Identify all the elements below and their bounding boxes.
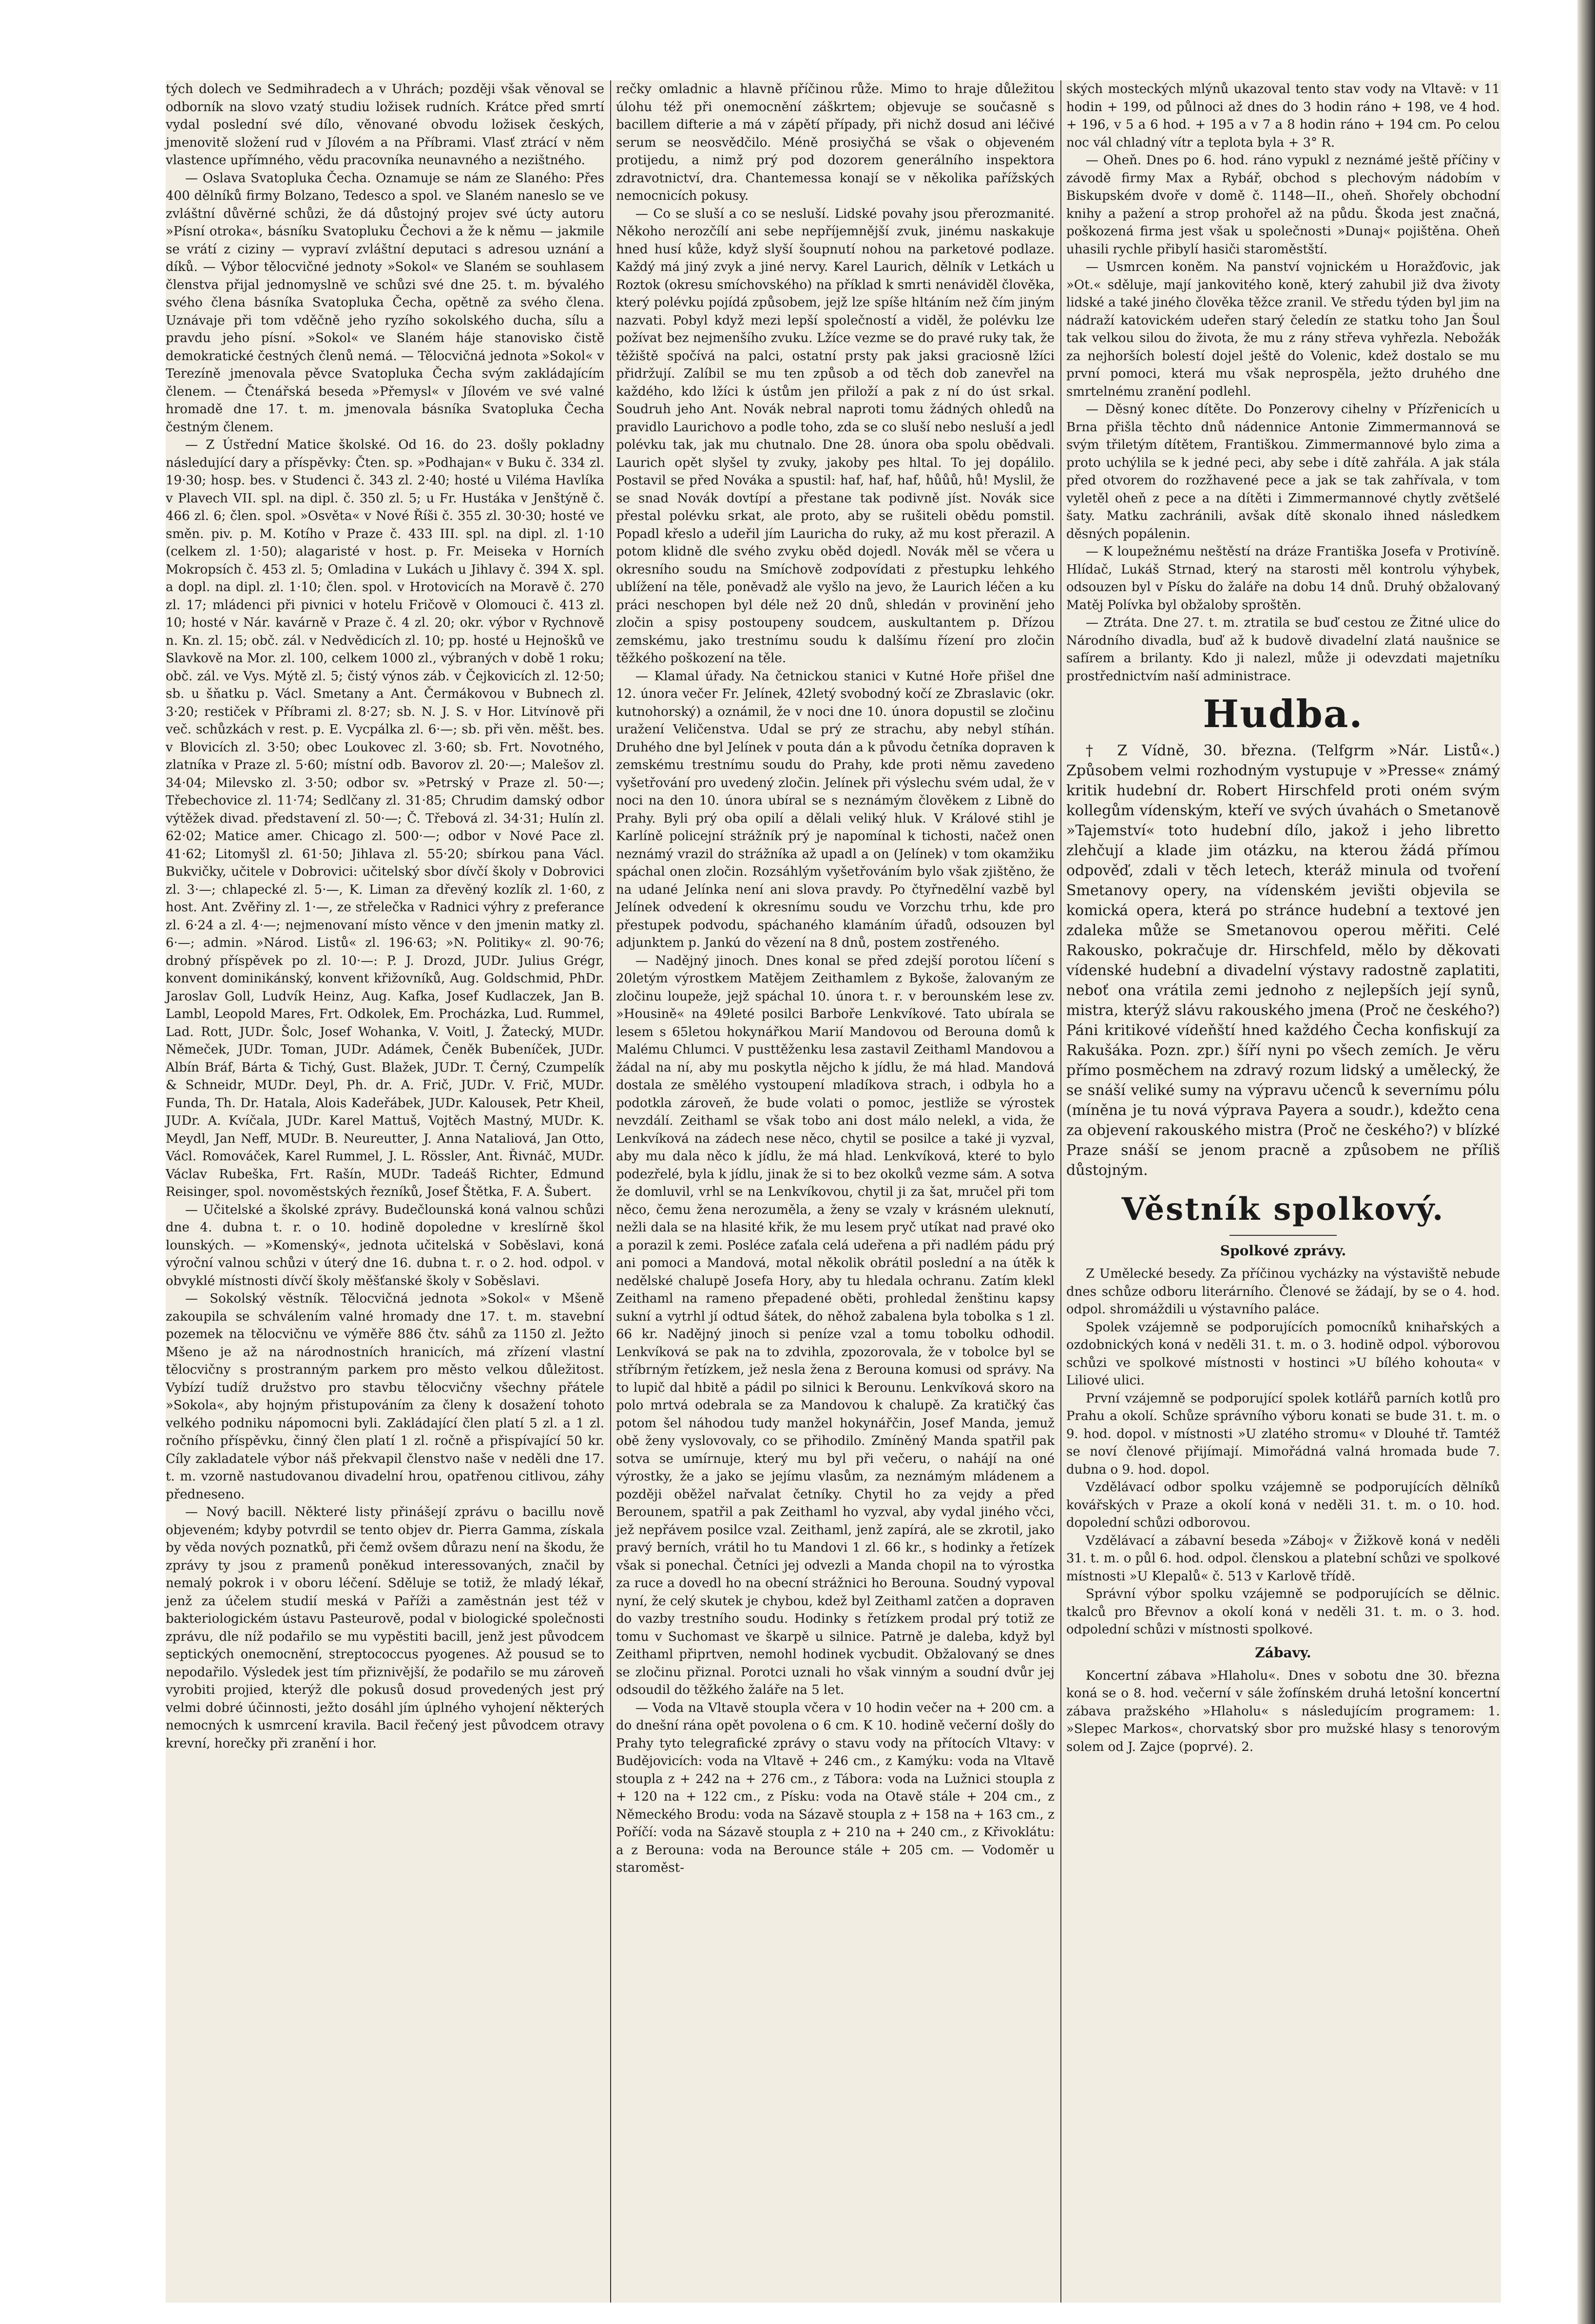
- article-matice-skolska: — Z Ústřední Matice školské. Od 16. do 23. došly pokladny následující dary a příspěvky: Čten. sp. »Podhajan« v Buku č. 334 zl. 19·30; hosp. bes. v Studenci č. 343 zl. 2·40; hosté u Viléma Havlíka v Plavech VII. spl. na dipl. č. 350 zl. 5; u Fr. Hustáka v Jenštýně č. 466 zl. 6; člen. spol. »Osvěta« v Nové Říši č. 355 zl. 30·30; hosté ve směn. piv. p. M. Kotího v Praze č. 433 III. spl. na dipl. zl. 1·10 (celkem zl. 1·50); alagaristé v host. p. Fr. Meiseka v Horních Mokropsích č. 453 zl. 5; Omladina v Lukách u Jihlavy č. 394 X. spl. a dopl. na dipl. zl. 1·10; člen. spol. v Hrotovicích na Moravě č. 270 zl. 17; mládenci při pivnici v hotelu Fričově v Olomouci č. 413 zl. 10; hosté v Nár. kavárně v Praze č. 4 zl. 20; okr. výbor v Rychnově n. Kn. zl. 15; obč. zál. v Nedvědicích zl. 10; pp. hosté u Hejnošků ve Slavkově na Mor. zl. 100, celkem 1000 zl., výbraných v době 1 roku; obč. zál. ve Vys. Mýtě zl. 5; čistý výnos záb. v Čejkovicích zl. 12·50; sb. u šňatku p. Václ. Smetany a Ant. Čermákovou v Bubnech zl. 3·20; restiček v Příbrami zl. 8·27; sb. N. J. S. v Hor. Litvínově při več. schůzkách v rest. p. E. Vycpálka zl. 6·—; sb. při věn. měšt. bes. v Blovicích zl. 3·50; obec Loukovec zl. 3·60; sb. Frt. Novotného, zlatníka v Praze zl. 5·60; místní odb. Bavorov zl. 20·—; Malešov zl. 34·04; Milevsko zl. 3·50; odbor sv. »Petrský v Praze zl. 50·—; Třebechovice zl. 11·74; Sedlčany zl. 31·85; Chrudim damský odbor výtěžek divad. představení zl. 50·—; Č. Třebová zl. 34·31; Hulín zl. 62·02; Matice amer. Chicago zl. 500·—; odbor v Nové Pace zl. 41·62; Litomyšl zl. 61·50; Jihlava zl. 55·20; sbírkou pana Václ. Bukvičky, učitele v Dobrovici: učitelský sbor dívčí školy v Dobrovici zl. 3·—; chlapecké zl. 5·—, K. Liman za dřevěný kozlík zl. 1·60, z host. Ant. Zvěřiny zl. 1·—, ze střelečka v Radnici výhry z preferance zl. 6·24 a zl. 4·—; nejmenovaní místo věnce v den jmenin matky zl. 6·—; admin. »Národ. Listů« zl. 196·63; »N. Politiky« zl. 90·76; drobný příspěvek po zl. 10·—: P. J. Drozd, JUDr. Julius Grégr, konvent dominikánský, konvent křižovníků, Aug. Goldschmid, PhDr. Jaroslav Goll, Ludvík Heinz, Aug. Kafka, Josef Kudlaczek, Jan B. Lambl, Leopold Mares, Frt. Odkolek, Em. Procházka, Lud. Rummel, Lad. Rott, JUDr. Šolc, Josef Wohanka, V. Voitl, J. Žatecký, MUDr. Němeček, JUDr. Toman, JUDr. Adámek, Čeněk Bubeníček, JUDr. Albín Bráf, Bárta & Tichý, Gust. Blažek, JUDr. T. Černý, Czumpelík & Schneidr, MUDr. Deyl, Ph. dr. A. Frič, JUDr. V. Frič, MUDr. Funda, Th. Dr. Hatala, Alois Kadeřábek, JUDr. Kalousek, Petr Kheil, JUDr. A. Kvíčala, JUDr. Karel Mattuš, Vojtěch Mastný, MUDr. K. Meydl, Jan Neff, MUDr. B. Neureutter, J. Anna Nataliová, Jan Otto, Václ. Romováček, Karel Rummel, J. L. Rössler, Ant. Řivnáč, MUDr. Václav Rubeška, Frt. Rašín, MUDr. Tadeáš Richter, Edmund Reisinger, spol. novoměstských řezníků, Josef Štětka, F. A. Šubert.: [166, 438, 604, 1199]
- section-heading-hudba: Hudba.: [1203, 692, 1364, 736]
- article-co-se-slusi: — Co se sluší a co se nesluší. Lidské povahy jsou přerozmanité. Někoho nerozčílí ani sebe nepříjemnější zvuk, jinému naskakuje hned husí kůže, když slyší šoupnutí nohou na parketové podlaze. Každý má jiný zvyk a jiné nervy. Karel Laurich, dělník v Letkách u Roztok (okresu smíchovského) na příklad k smrti nenáviděl člověka, který polévku pojídá způsobem, jejž lze spíše hltáním než čím jiným nazvati. Pobyl když mezi lepší společností a viděl, že polévku lze požívat bez nejmenšího zvuku. Lžíce vezme se do pravé ruky tak, že těžiště spočívá na palci, ostatní prsty pak jaksi graciosně lžíci přidržují. Zalíbil se mu ten způsob a od těch dob zanevřel na každého, kdo lžíci k ústům jen přiloží a pak z ní do úst srkal. Soudruh jeho Ant. Novák nebral naproti tomu žádných ohledů na pravidlo Laurichovo a podle toho, zda se co sluší nebo nesluší a jedl polévku tak, jak mu chutnalo. Dne 28. února oba spolu obědvali. Laurich opět slyšel ty zvuky, jakoby pes hltal. To jej dopálilo. Postavil se před Nováka a spustil: haf, haf, haf, hůůů, hů! Myslil, že se snad Novák dovtípí a přestane tak podivně jíst. Novák sice přestal polévku srkat, ale proto, aby se rušiteli obědu pomstil. Popadl křeslo a udeřil jím Lauricha do ruky, až mu kost přerazil. A potom klidně dle svého zvyku oběd dojedl. Novák měl se včera u okresního soudu na Smíchově zodpovídati z přestupku lehkého ublížení na těle, poněvadž ale vyšlo na jevo, že Laurich léčen a ku práci neschopen byl déle než 20 dnů, shledán v provinění jeho zločin a spisy postoupeny soudcem, auskultantem p. Dřízou zemskému, jako trestnímu soudu k dalšímu řízení pro zločin těžkého poškození na těle.: [616, 206, 1055, 666]
- article-text: tých dolech ve Sedmihradech a v Uhrách; později však věnoval se odborník na slovo vzatý studiu ložisek rudních. Krátce před smrtí vydal poslední své dílo, věnované obvodu ložisek českých, jmenovitě složení rud v Jílovém a na Příbrami. Vlasť ztrácí v něm vlastence upřímného, vědu pracovníka neunavného a nezištného.: [166, 82, 604, 168]
- notice-kovari: Vzdělávací odbor spolku vzájemně se podporujících dělníků kovářských v Praze a okolí koná v neděli 31. t. m. o 10. hod. dopolední schůzi odborovou.: [1066, 1480, 1500, 1530]
- subheading-zabavy: Zábavy.: [1255, 1644, 1311, 1661]
- divider: [1230, 1235, 1337, 1236]
- notice-tkalci: Správní výbor spolku vzájemně se podporujících se dělnic. tkalců pro Břevnov a okolí koná v neděli 31. t. m. o 3. hod. odpolední schůzi v místnosti spolkové.: [1066, 1587, 1500, 1637]
- article-text: ských mosteckých mlýnů ukazoval tento stav vody na Vltavě: v 11 hodin + 199, od půlnoci až dnes do 3 hodin ráno + 198, ve 4 hod. + 196, v 5 a 6 hod. + 195 a v 7 a 8 hodin ráno + 194 cm. Po celou noc vál chladný vítr a teplota byla + 3° R.: [1066, 82, 1500, 150]
- newspaper-page: [166, 80, 1501, 2303]
- section-heading-vestnik-spolkovy: Věstník spolkový.: [1121, 1191, 1445, 1228]
- article-ztrata: — Ztráta. Dne 27. t. m. ztratila se buď cestou ze Žitné ulice do Národního divadla, buď až k budově divadelní zlatá naušnice se safírem a brilanty. Kdo ji nalezl, může ji odevzdati majetníku prostřednictvím naší administrace.: [1066, 615, 1500, 684]
- subheading-spolkove-zpravy: Spolkové zprávy.: [1220, 1243, 1346, 1259]
- article-usmrcen-konem: — Usmrcen koněm. Na panství vojnickém u Horažďovic, jak »Ot.« sděluje, mají jankovitého koně, který zahubil již dva životy lidské a také jiného člověka těžce zranil. Ve středu týden byl jim na nádraží katovickém udeřen starý čeledín ze statku toho Jan Šoul tak velkou silou do života, že mu z rány střeva vyhřezla. Nebožák za nejhorších bolestí dojel ještě do Volenic, kdež dostalo se mu první pomoci, která mu však neprospěla, ježto druhého dne smrtelnému zranění podlehl.: [1066, 260, 1500, 399]
- article-desny-konec: — Děsný konec dítěte. Do Ponzerovy cihelny v Přízřenicích u Brna přišla těchto dnů nádennice Antonie Zimmermannová se svým třiletým dítětem, Františkou. Zimmermannové bylo zima a proto uchýlila se k jedné peci, aby sebe i dítě zahřála. A jak stála před otvorem do rozžhavené pece a jak se tak zahřívala, v tom vyletěl oheň z pece a na dítěti i Zimmermannové chytly zvětšelé šaty. Matku zachránili, avšak dítě skonalo ihned následkem děsných popálenin.: [1066, 402, 1500, 541]
- article-z-vidne: † Z Vídně, 30. března. (Telfgrm »Nár. Listů«.) Způsobem velmi rozhodným vystupuje v »Presse« známý kritik hudební dr. Robert Hirschfeld proti oném svým kollegům vídenským, kteří ve svých úvahách o Smetanově »Tajemství« toto hudební dílo, jakož i jeho libretto zlehčují a klade jim otázku, na kterou žádá přímou odpověď, zdali v těch letech, kteráž minula od tvoření Smetanovy opery, na vídenském jevišti objevila se komická opera, která po stránce hudební a textové jen zdaleka může se Smetanovou operou měřiti. Celé Rakousko, pokračuje dr. Hirschfeld, mělo by děkovati vídenské hudební a divadelní výstavy radostně zaplatiti, neboť ona vrátila zemi jednoho z nejlepších její synů, mistra, kterýž slávu rakouského jmena (Proč ne českého?) Páni kritikové vídeňští hned každého Čecha konfiskují za Rakušáka. Pozn. zpr.) šíří nyni po všech zemích. Je věru přímo posměchem na zdravý rozum lidský a umělecký, že se snáší veliké sumy na výpravu učenců k severnímu pólu (míněna je tu nová výprava Payera a soudr.), kdežto cena za objevení rakouského mistra (Proč ne českého?) v blízké Praze snáší se jenom pracně a způsobem ne příliš důstojným.: [1066, 742, 1500, 1179]
- notice-zaboj: Vzdělávací a zábavní beseda »Záboj« v Žižkově koná v neděli 31. t. m. o půl 6. hod. odpol. členskou a platební schůzi ve spolkové místnosti »U Klepalů« č. 513 v Karlově třídě.: [1066, 1533, 1500, 1584]
- article-novy-bacill: — Nový bacill. Některé listy přinášejí zprávu o bacillu nově objeveném; kdyby potvrdil se tento objev dr. Pierra Gamma, získala by věda nových poznatků, při čemž ovšem důrazu není na škodu, že zprávy ty jsou z pramenů poněkud interessovaných, značil by nemalý pokrok i v oboru léčení. Sděluje se totiž, že mladý lékař, jenž za účelem studií meská v Paříži a zaměstnán jest též v bakteriologickém ústavu Pasteurově, podal v biologické společnosti zprávu, dle níž podařilo se mu vypěstiti bacill, jenž jest původcem septických onemocnění, streptococcus pyogenes. Až pousud se to nepodařilo. Výsledek jest tím přiznivější, že podařilo se mu zároveň vyrobiti projied, kterýž dle pokusů dosud provedených jest prý velmi dobré účinnosti, ježto dosáhl jím úplného vyhojení některých nemocných k usmrcení kravila. Bacil řečený jest původcem otravy krevní, horečky při zranění i hor.: [166, 1505, 604, 1751]
- article-ohen: — Oheň. Dnes po 6. hod. ráno vypukl z neznámé ještě příčiny v závodě firmy Max a Rybář, obchod s plechovým nádobím v Biskupském dvoře v domě č. 1148—II., oheň. Shořely obchodní knihy a pažení a strop prohořel až na půdu. Škoda jest značná, poškozená firma jest však u společnosti »Dunaj« pojištěna. Oheň uhasili rychle přibylí hasiči staroměstští.: [1066, 153, 1500, 257]
- article-nadejny-jinoch: — Nadějný jinoch. Dnes konal se před zdejší porotou líčení s 20letým výrostkem Matějem Zeithamlem z Bykoše, žalovaným ze zločinu loupeže, jejž spáchal 10. února t. r. v berounském lese zv. »Housině« na 49leté posilci Barboře Lenkvíkové. Tato ubírala se lesem s 65letou hokynářkou Marií Mandovou od Berouna domů k Malému Chlumci. V pusttěženku lesa zastavil Zeithaml Mandovou a žádal na ní, aby mu poskytla nějcho k jídlu, že má hlad. Mandová dostala ze smělého vystoupení mladíkova strach, i odbyla ho a podotkla zároveň, že bude volati o pomoc, jestliže se výrostek nevzdálí. Zeithaml se však tobo ani dost málo nelekl, a vida, že Lenkvíková na zádech nese něco, chytil se posilce a také ji vyzval, aby mu dala něco k jídlu, že má hlad. Lenkvíková, které to bylo podezřelé, byla k jídlu, jinak že si to bez okolků vezme sám. A sotva že domluvil, vrhl se na Lenkvíkovou, chytil ji za šat, mručel při tom něco, čemu žena nerozuměla, a ženy se vzaly v krásném uleknutí, nežli dala se na hlasité křik, že mu lesem pryč utíkat nad pravé oko a porazil k zemi. Posléce zaťala celá udeřena a při nadlém pádu prý ani pomoci a Mandová, motal několik obrátil poslední a na útěk k nedělské chalupě Josefa Hory, aby tu hledala ochranu. Zatím klekl Zeithaml na rameno přepadené oběti, prohledal ženštinu kapsy sukní a vytrhl jí odtud šátek, do něhož zabalena byla tobolka s 1 zl. 66 kr. Nadějný jinoch si peníze vzal a tomu tobolku odhodil. Lenkvíková se pak na to zdvihla, zpozorovala, že v tobolce byl se stříbrným řetízkem, jež nesla žena z Berouna komusi od správy. Na to lupič dal hbitě a pádil po silnici k Berounu. Lenkvíková skoro na polo mrtvá odebrala se za Mandovou k chalupě. Za kratičký čas potom šel náhodou tudy manžel hokynářčin, Josef Manda, jemuž obě ženy vyslovovaly, co se přihodilo. Zmíněný Manda spatřil pak sotva se umírnuje, který mu byl při večeru, o nahájí na oné výrostky, že a jako se jejímu vlasům, za neznámým mládenem a později oběžel nařvalat četníky. Chytil ho za vejdy a před Berounem, spatřil a pak Zeithaml ho vyzval, aby vydal jiného včci, jež nepřávem posilce vzal. Zeithaml, jenž zapírá, ale se zkrotil, jako pravý berních, vrátil ho tu Mandovi 1 zl. 66 kr., s hodinky a řetízek však si ponechal. Četníci jej odvezli a Manda chopil na to výrostka za ruce a dovedl ho na obecní strážnici ho Berouna. Soudný vypoval nyní, že celý skutek je chybou, kdež byl Zeithaml zatčen a dopraven do vazby trestního soudu. Hodinky s řetízkem prodal prý totiž ze tomu v Suchomast ve škarpě u silnice. Patrně je daleba, když byl Zeithaml připrtven, nemohl hodinek vycbudit. Obžalovaný se dnes se zločinu přiznal. Porotci uznali ho však vinným a soudní dvůr jej odsoudil do těžkého žaláře na 5 let.: [616, 953, 1055, 1697]
- notice-kotlari: První vzájemně se podporující spolek kotlářů parních kotlů pro Prahu a okolí. Schůze správního výboru konati se bude 31. t. m. o 9. hod. dopol. v místnosti »U zlatého stromu« v Dlouhé tř. Tamtéž se noví členové přijímají. Mimořádná valná hromada bude 7. dubna o 9. hod. dopol.: [1066, 1391, 1500, 1477]
- article-ucitelske-zpravy: — Učitelské a školské zprávy. Budečlounská koná valnou schůzi dne 4. dubna t. r. o 10. hodině dopoledne v kreslírně škol lounských. — »Komenský«, jednota učitelská v Soběslavi, koná výroční valnou schůzi v úterý dne 16. dubna t. r. o 2. hod. odpol. v obvyklé místnosti dívčí školy měšťanské školy v Soběslavi.: [166, 1202, 604, 1288]
- article-nestesti-na-draze: — K loupežnému neštěstí na dráze Františka Josefa v Protivíně. Hlídač, Lukáš Strnad, který na starosti měl kontrolu výhybek, odsouzen byl v Písku do žaláře na dobu 14 dnů. Druhý obžalovaný Matěj Polívka byl obžaloby sproštěn.: [1066, 544, 1500, 613]
- column-1: [166, 80, 604, 2303]
- column-3: [1066, 80, 1500, 2303]
- article-oslava-cecha: — Oslava Svatopluka Čecha. Oznamuje se nám ze Slaného: Přes 400 dělníků firmy Bolzano, Tedesco a spol. ve Slaném naneslo se ve zvláštní důvěrné schůzi, že dá důstojný projev své úcty autoru »Písní otroka«, básníku Svatopluku Čechovi a že k němu — jakmile se vrátí z ciziny — vypraví zvláštní deputaci s adresou uznání a díků. — Výbor tělocvičné jednoty »Sokol« ve Slaném se souhlasem členstva přijal jednomyslně ve schůzi své dne 25. t. m. bývalého svého člena básníka Svatopluka Čecha, opětně za svého člena. Uznávaje při tom vděčně jeho ryzího sokolského ducha, sílu a pravdu jeho písní. »Sokol« ve Slaném háje stanovisko čistě demokratické čestných členů nemá. — Tělocvičná jednota »Sokol« v Terezíně jmenovala pěvce Svatopluka Čecha svým zakládajícím členem. — Čtenářská beseda »Přemysl« v Jílovém ve své valné hromadě dne 17. t. m. jmenovala básníka Svatopluka Čecha čestným členem.: [166, 171, 604, 435]
- column-2: [616, 80, 1055, 2303]
- column-divider: [1060, 80, 1061, 2303]
- article-klamal-urady: — Klamal úřady. Na četnickou stanici v Kutné Hoře přišel dne 12. února večer Fr. Jelínek, 42letý svobodný kočí ze Zbraslavic (okr. kutnohorský) a oznámil, že v noci dne 10. února dopustil se zločinu uražení Veličenstva. Udal se prý ze strachu, aby nebyl stíhán. Druhého dne byl Jelínek v pouta dán a k původu četníka dopraven k zemskému trestnímu soudu do Prahy, kde proti němu zavedeno vyšetřování pro uvedený zločin. Jelínek při výslechu svém udal, že v noci na den 10. února ubíral se s neznámým člověkem z Libně do Prahy. Byli prý oba opilí a dělali veliký hluk. V Králové stihl je Karlíně policejní strážník prý je napomínal k tichosti, načež onen neznámý vrazil do strážníka až upadl a on (Jelínek) v tom okamžiku spáchal onen zločin. Rozsáhlým vyšetřováním bylo však zjištěno, že na udané Jelínka není ani slova pravdy. Po čtyřnedělní vazbě byl Jelínek odvedení k okresnímu soudu ve Vorzchu trhu, kde pro přestupek podvodu, spáchaného klamáním úřadů, odsouzen byl adjunktem p. Jankú do vězení na 8 dnů, postem zostřeného.: [616, 669, 1055, 950]
- notice-knihari: Spolek vzájemně se podporujících pomocníků knihařských a ozdobnických koná v neděli 31. t. m. o 3. hodině odpol. výborovou schůzi ve spolkové místnosti v hostinci »U bílého kohouta« v Liliové ulici.: [1066, 1320, 1500, 1388]
- notice-umelecka-beseda: Z Umělecké besedy. Za příčinou vycházky na výstaviště nebude dnes schůze odboru literárního. Členové se žádají, by se o 4. hod. odpol. shromáždili u výstavního paláce.: [1066, 1267, 1500, 1317]
- article-text: rečky omladnic a hlavně příčinou růže. Mimo to hraje důležitou úlohu též při onemocnění záškrtem; objevuje se současně s bacillem difterie a má v zápětí případy, při nichž dosud ani léčivé serum se neosvědčilo. Méně prosiyčhá se však o objeveném protijedu, a nimž prý pod dozorem generálního inspektora zdravotnictví, dra. Chantemessa konají se v několika pařížských nemocnicích pokusy.: [616, 82, 1055, 203]
- article-voda-na-vltave: — Voda na Vltavě stoupla včera v 10 hodin večer na + 200 cm. a do dnešní rána opět povolena o 6 cm. K 10. hodině večerní došly do Prahy tyto telegrafické zprávy o stavu vody na přítocích Vltavy: v Budějovicích: voda na Vltavě + 246 cm., z Kamýku: voda na Vltavě stoupla z + 242 na + 276 cm., z Tábora: voda na Lužnici stoupla z + 120 na + 122 cm., z Písku: voda na Otavě stále + 204 cm., z Německého Brodu: voda na Sázavě stoupla z + 158 na + 163 cm., z Poříčí: voda na Sázavě stoupla z + 210 na + 240 cm., z Křivoklátu: a z Berouna: voda na Berounce stále + 205 cm. — Vodoměr u staroměst-: [616, 1700, 1055, 1875]
- binding-edge: [1577, 0, 1595, 2324]
- article-sokolsky-vestnik: — Sokolský věstník. Tělocvičná jednota »Sokol« v Mšeně zakoupila se schválením valné hromady dne 17. t. m. stavební pozemek na tělocvičnu ve výměře 886 čtv. sáhů za 1150 zl. Ježto Mšeno je až na národnostních hranicích, má zřízení vlastní tělocvičny s prostranným parkem pro město velkou důležitost. Vybízí tudíž družstvo pro stavbu tělocvičny všechny přátele »Sokola«, aby hojným přistupováním za členy k dosažení tohoto velkého podniku nápomocni byli. Zakládající člen platí 5 zl. a 1 zl. ročního příspěvku, činný člen platí 1 zl. ročně a přispívající 50 kr. Cíly zakladatele výbor náš překvapil členstvo naše v neděli dne 17. t. m. vzorně nastudovanou divadelní hrou, opatřenou citlivou, záhy předneseno.: [166, 1291, 604, 1502]
- notice-hlahol: Koncertní zábava »Hlaholu«. Dnes v sobotu dne 30. března koná se o 8. hod. večerní v sále žofínském druhá letošní koncertní zábava pražského »Hlaholu« s následujícím programem: 1. »Slepec Markos«, chorvatský sbor pro mužské hlasy s tenorovým solem od J. Zajce (poprvé). 2.: [1066, 1668, 1500, 1754]
- column-divider: [610, 80, 611, 2303]
